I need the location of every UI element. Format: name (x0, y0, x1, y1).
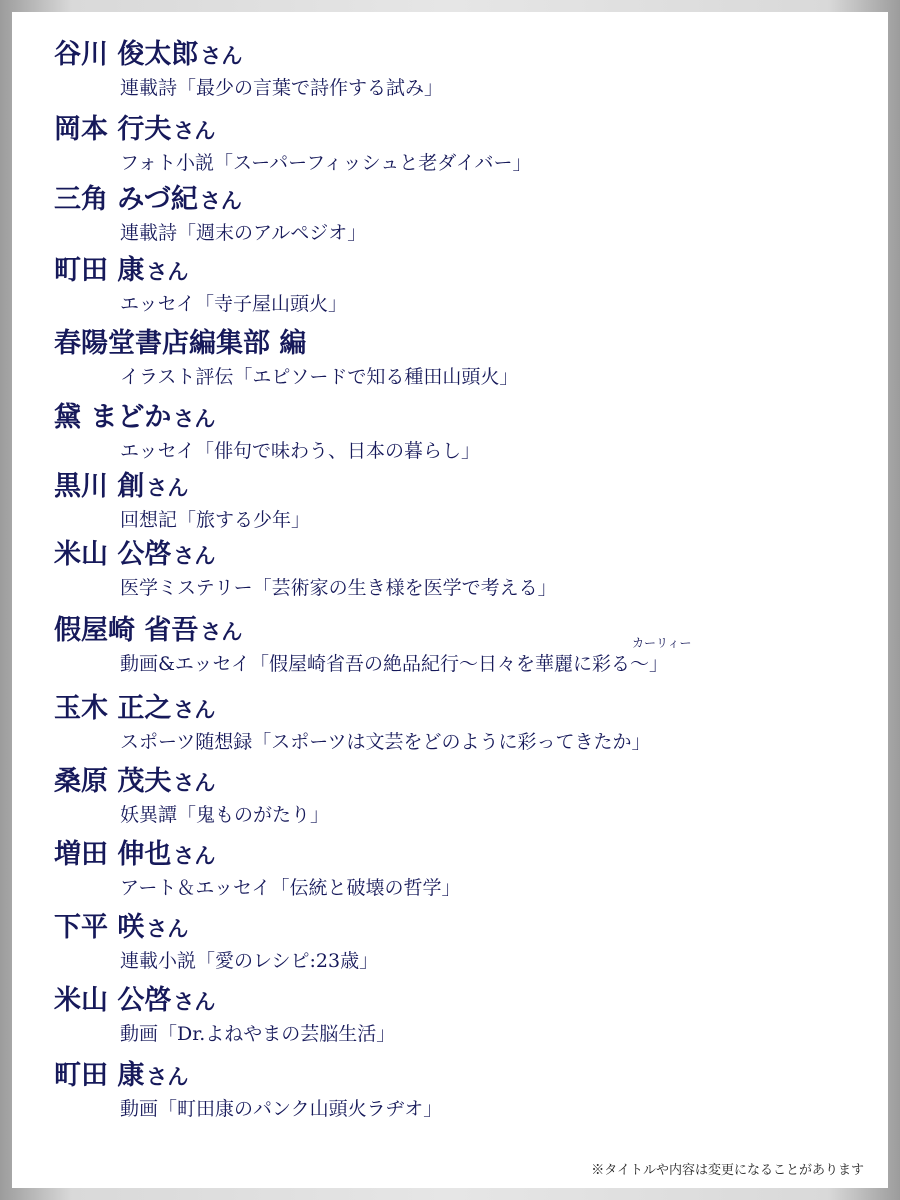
author-name-text: 町田 康 (54, 255, 145, 286)
author-name (54, 38, 242, 73)
author-name-text: 桑原 茂夫 (54, 766, 172, 797)
author-name (54, 254, 188, 289)
work-title: エッセイ「俳句で味わう、日本の暮らし」 (120, 440, 481, 462)
author-name-text: 谷川 俊太郎 (54, 39, 199, 70)
work-title: 妖異譚「鬼ものがたり」 (120, 804, 330, 826)
author-name (54, 984, 215, 1019)
work-title: 動画「町田康のパンク山頭火ラヂオ」 (120, 1098, 443, 1120)
author-name (54, 765, 215, 800)
author-name (54, 838, 215, 873)
work-title: 医学ミステリー「芸術家の生き様を医学で考える」 (120, 577, 557, 599)
author-name (54, 401, 215, 436)
honorific: さん (146, 1064, 189, 1089)
honorific: さん (173, 770, 216, 795)
honorific: さん (146, 916, 189, 941)
honorific: さん (173, 118, 216, 143)
honorific: さん (173, 406, 216, 431)
author-name-text: 春陽堂書店編集部 編 (54, 328, 307, 359)
honorific: さん (200, 43, 243, 68)
work-title: スポーツ随想録「スポーツは文芸をどのように彩ってきたか」 (120, 731, 651, 753)
honorific: さん (199, 188, 242, 213)
honorific: さん (146, 475, 189, 500)
author-name (54, 113, 215, 148)
work-title: フォト小説「スーパーフィッシュと老ダイバー」 (120, 152, 532, 174)
work-title: 連載詩「最少の言葉で詩作する試み」 (120, 77, 444, 99)
author-name-text: 増田 伸也 (54, 839, 172, 870)
author-name-text: 黒川 創 (54, 471, 145, 502)
author-name (54, 1059, 188, 1094)
honorific: さん (173, 843, 216, 868)
honorific: さん (146, 259, 189, 284)
work-title: 動画「Dr.よねやまの芸脳生活」 (120, 1023, 396, 1045)
author-name (54, 327, 306, 361)
list-card (12, 12, 888, 1188)
author-name (54, 470, 188, 505)
honorific: さん (173, 543, 216, 568)
author-name (54, 614, 242, 649)
author-name-text: 米山 公啓 (54, 539, 172, 570)
author-name-text: 町田 康 (54, 1060, 145, 1091)
honorific: さん (200, 619, 243, 644)
author-name-text: 黛 まどか (54, 402, 172, 433)
work-title: 連載詩「週末のアルペジオ」 (120, 222, 367, 244)
work-title: 回想記「旅する少年」 (120, 509, 311, 531)
author-name (54, 692, 215, 727)
author-name (54, 538, 215, 573)
work-title: 連載小説「愛のレシピ:23歳」 (120, 950, 379, 972)
work-title: イラスト評伝「エピソードで知る種田山頭火」 (120, 366, 519, 388)
author-name-text: 玉木 正之 (54, 693, 172, 724)
ruby-annotation: カーリィー (632, 636, 692, 650)
honorific: さん (173, 697, 216, 722)
author-name (54, 911, 188, 946)
work-title: アート＆エッセイ「伝統と破壊の哲学」 (120, 877, 461, 899)
honorific: さん (173, 989, 216, 1014)
author-name (54, 183, 242, 218)
footer-note: ※タイトルや内容は変更になることがあります (591, 1163, 864, 1178)
author-name-text: 米山 公啓 (54, 985, 172, 1016)
work-title: 動画&エッセイ「假屋崎省吾の絶品紀行〜日々を華麗に彩る〜」 (120, 653, 668, 675)
author-name-text: 三角 みづ紀 (54, 184, 198, 215)
author-name-text: 假屋崎 省吾 (54, 615, 199, 646)
author-name-text: 岡本 行夫 (54, 114, 172, 145)
work-title: エッセイ「寺子屋山頭火」 (120, 293, 348, 315)
author-name-text: 下平 咲 (54, 912, 145, 943)
